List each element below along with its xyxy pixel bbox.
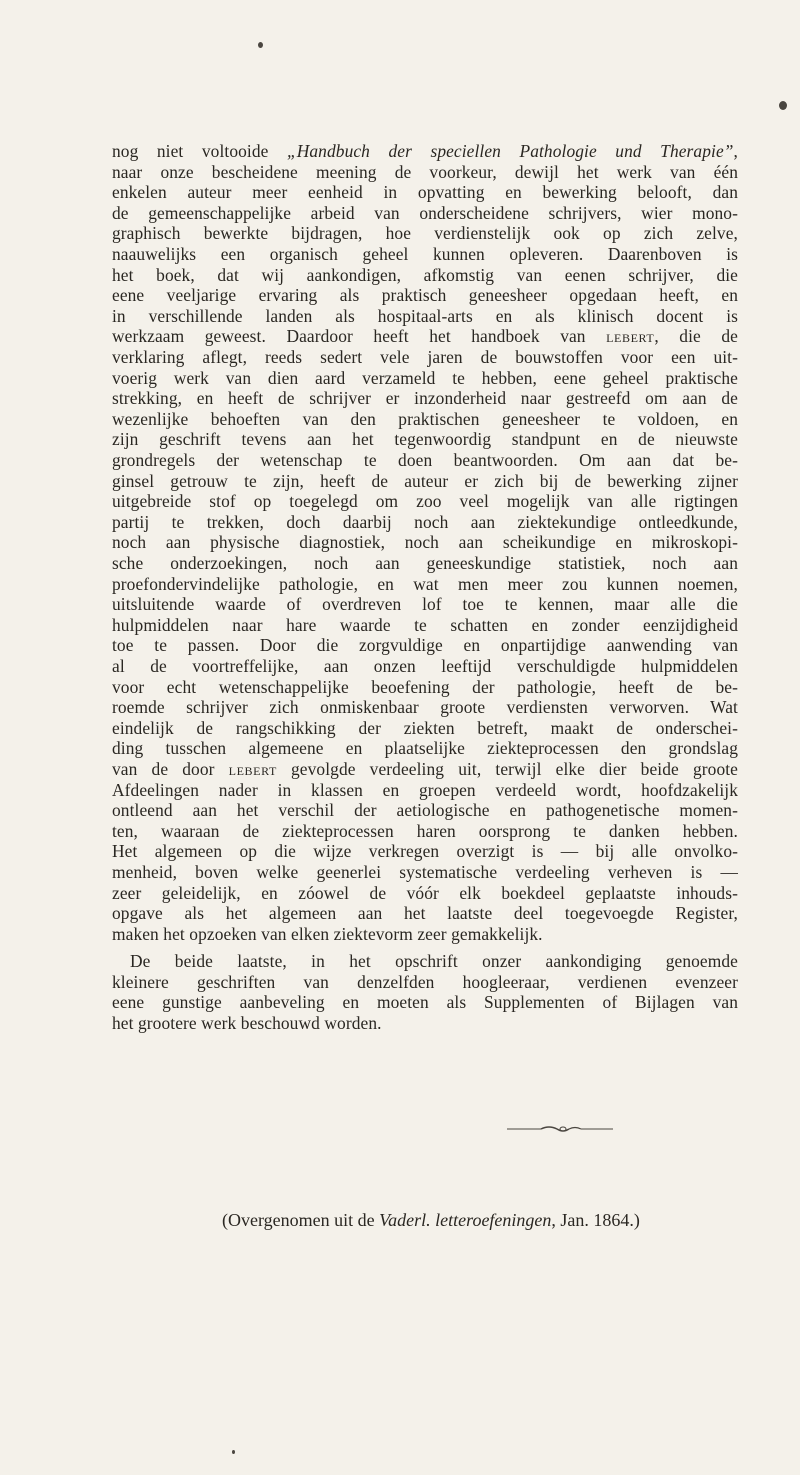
text-span: verklaring aflegt, reeds sedert vele jaren de bouwstoffen voor een uit- [112,347,738,367]
text-span: , [733,141,738,161]
text-line [112,992,738,1012]
ink-speck [258,42,263,48]
text-span: gevolgde verdeeling uit, terwijl elke dier beide groote [276,759,738,779]
text-span: voor echt wetenschappelijke beoefening der pathologie, heeft de be- [112,676,738,697]
text-line [112,800,738,820]
text-line [112,491,738,511]
text-line [112,594,738,614]
text-line [112,553,738,573]
text-span: kleinere geschriften van denzelfden hoogleeraar, verdienen evenzeer [112,971,738,992]
text-span: maken het opzoeken van elken ziektevorm zeer gemakkelijk. [112,923,543,944]
text-line [112,141,738,161]
text-line [112,780,738,800]
text-line [112,244,738,264]
text-span: naauwelijks een organisch geheel kunnen opleveren. Daarenboven is [112,244,738,264]
journal-title: Vaderl. letteroefeningen [379,1210,552,1230]
text-span: partij te trekken, doch daarbij noch aan ziektekundige ontleedkunde, [112,511,738,532]
text-line [112,903,738,923]
text-span: graphisch bewerkte bijdragen, hoe verdienstelijk ook op zich zelve, [112,223,738,244]
text-line [112,388,738,408]
text-span: zijn geschrift tevens aan het tegenwoordig standpunt en de nieuwste [112,429,738,450]
text-span: het boek, dat wij aankondigen, afkomstig van eenen schrijver, die [112,264,738,285]
text-span: ding tusschen algemeene en plaatselijke ziekteprocessen den grondslag [112,738,738,759]
text-line [112,841,738,861]
text-line [112,972,738,992]
text-line [112,347,738,367]
citation-suffix: , Jan. 1864.) [551,1210,640,1230]
text-line [112,615,738,635]
text-span: hulpmiddelen naar hare waarde te schatten en zonder eenzijdigheid [112,614,738,635]
source-citation [222,1209,782,1231]
text-span: ginsel getrouw te zijn, heeft de auteur er zich bij de bewerking zijner [112,470,738,491]
text-span: Afdeelingen nader in klassen en groepen verdeeld wordt, hoofdzakelijk [112,779,738,800]
text-span: menheid, boven welke geenerlei systematische verdeeling verheven is — [112,862,738,882]
text-span: proefondervindelijke pathologie, en wat men meer zou kunnen noemen, [112,573,738,594]
text-span: zeer geleidelijk, en zóowel de vóór elk boekdeel geplaatste inhouds- [112,882,738,903]
text-span: strekking, en heeft de schrijver er inzonderheid naar gestreefd om aan de [112,388,738,409]
text-line [112,924,543,944]
text-span: Het algemeen op die wijze verkregen overzigt is — bij alle onvolko- [112,841,738,862]
text-line [112,821,738,841]
text-line [112,862,738,882]
text-line [112,635,738,655]
text-span: enkelen auteur meer eenheid in opvatting en bewerking belooft, dan [112,182,738,203]
text-line [112,1013,382,1033]
text-line [112,677,738,697]
text-line [112,265,738,285]
text-line [112,738,738,758]
text-line [112,409,738,429]
text-span: naar onze bescheidene meening de voorkeur, dewijl het werk van één [112,161,738,182]
text-span: de gemeenschappelijke arbeid van onderscheidene schrijvers, wier mono- [112,202,738,223]
text-line [112,471,738,491]
text-line [112,450,738,470]
text-span: opgave als het algemeen aan het laatste deel toegevoegde Register, [112,903,738,924]
text-span: van de door [112,759,229,779]
text-line [112,285,738,305]
text-line [112,368,738,388]
text-line [112,512,738,532]
text-span: grondregels der wetenschap te doen beantwoorden. Om aan dat be- [112,450,738,470]
author-name: lebert [606,326,655,347]
text-span: noch aan physische diagnostiek, noch aan scheikundige en mikroskopi- [112,532,738,553]
text-span: roemde schrijver zich onmiskenbaar groote verdiensten verworven. Wat [112,697,738,718]
text-line [130,951,738,971]
text-line [112,326,738,346]
citation-prefix: (Overgenomen uit de [222,1210,380,1230]
text-line [112,203,738,223]
text-span: eene gunstige aanbeveling en moeten als Supplementen of Bijlagen van [112,992,738,1013]
text-line [112,532,738,552]
text-span: voerig werk van dien aard verzameld te hebben, eene geheel praktische [112,367,738,388]
text-span: nog niet voltooide [112,141,287,161]
text-span: het grootere werk beschouwd worden. [112,1012,382,1033]
text-line [112,182,738,202]
ink-speck [232,1450,235,1454]
text-span: eene veeljarige ervaring als praktisch geneesheer opgedaan heeft, en [112,285,738,306]
text-span: in verschillende landen als hospitaal-arts en als klinisch docent is [112,305,738,326]
text-span: De beide laatste, in het opschrift onzer aankondiging genoemde [130,951,738,971]
text-line [112,162,738,182]
text-span: sche onderzoekingen, noch aan geneeskundige statistiek, noch aan [112,553,738,573]
section-divider [507,1124,613,1134]
text-line [112,306,738,326]
ink-speck [779,101,787,110]
text-line [112,656,738,676]
text-line [112,574,738,594]
text-span: al de voortreffelijke, aan onzen leeftijd verschuldigde hulpmiddelen [112,656,738,676]
text-span: ontleend aan het verschil der aetiologische en pathogenetische momen- [112,800,738,821]
text-span: ten, waaraan de ziekteprocessen haren oorsprong te danken hebben. [112,820,738,841]
text-span: werkzaam geweest. Daardoor heeft het handboek van [112,326,607,347]
text-line [112,223,738,243]
author-name: lebert [228,759,277,779]
italic-title: „Handbuch der speciellen Pathologie und Therapie” [286,141,734,161]
text-span: , die de [654,326,738,347]
text-line [112,883,738,903]
text-line [112,718,738,738]
text-line [112,429,738,449]
text-span: uitsluitende waarde of overdreven lof toe te kennen, maar alle die [112,594,738,615]
text-span: uitgebreide stof op toegelegd om zoo veel mogelijk van alle rigtingen [112,491,738,512]
text-span: wezenlijke behoeften van den praktischen geneesheer te voldoen, en [112,408,738,429]
text-span: toe te passen. Door die zorgvuldige en onpartijdige aanwending van [112,635,738,656]
text-line [112,697,738,717]
text-line [112,759,738,779]
text-span: eindelijk de rangschikking der ziekten betreft, maakt de onderschei- [112,717,738,738]
